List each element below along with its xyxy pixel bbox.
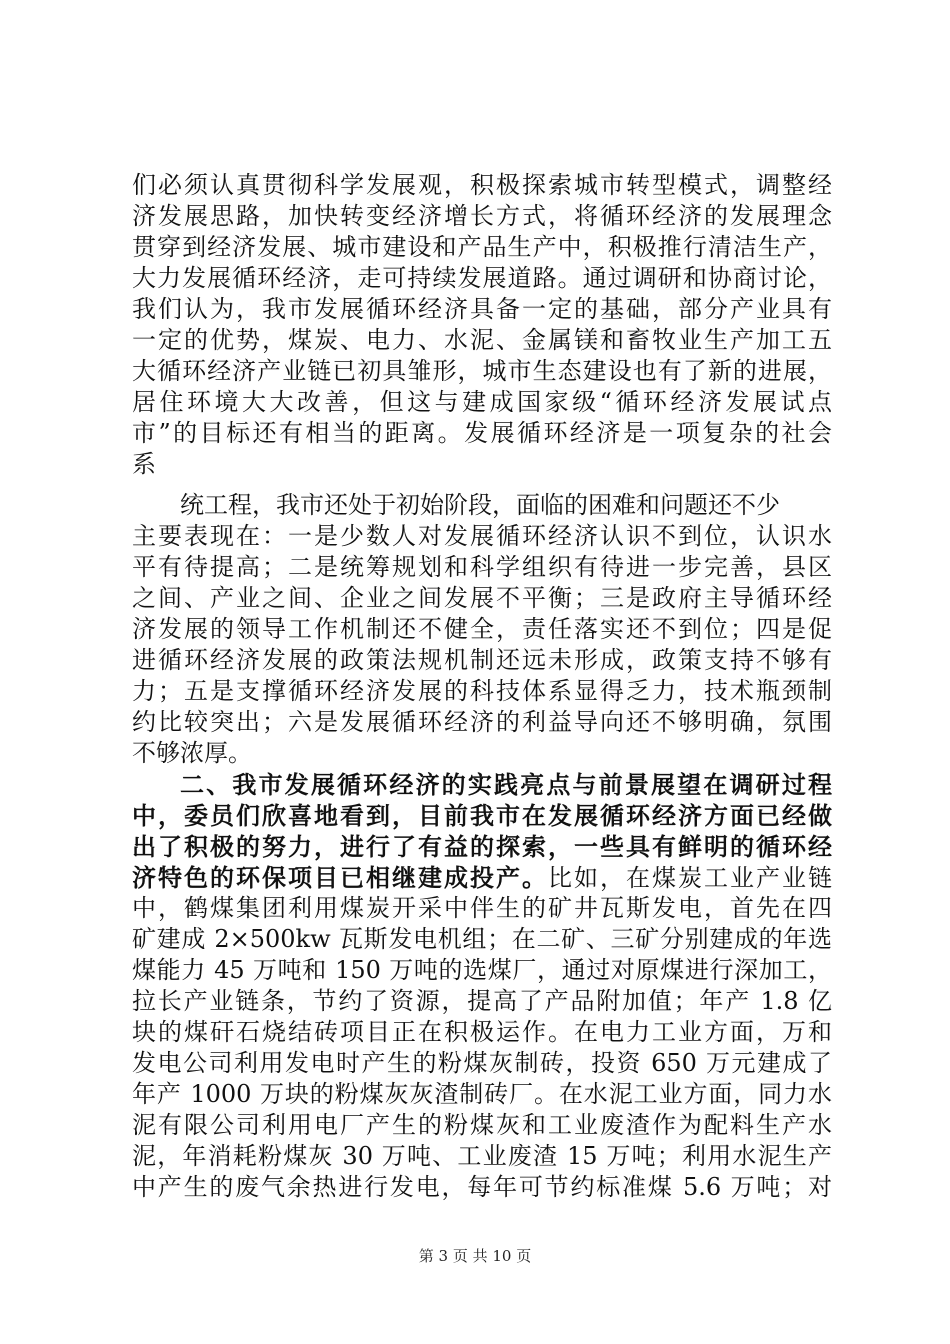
page-number-footer: 第 3 页 共 10 页: [418, 1247, 532, 1265]
text-line: 拉长产业链条，节约了资源，提高了产品附加值；年产 1.8 亿: [132, 987, 832, 1015]
text-line: 统工程，我市还处于初始阶段，面临的困难和问题还不少: [180, 491, 780, 519]
text-line: 矿建成 2×500kw 瓦斯发电机组；在二矿、三矿分别建成的年选: [132, 925, 832, 953]
text-line: 贯穿到经济发展、城市建设和产品生产中，积极推行清洁生产，: [132, 233, 832, 261]
text-line: 大循环经济产业链已初具雏形，城市生态建设也有了新的进展，: [132, 357, 832, 385]
text-line: 主要表现在：一是少数人对发展循环经济认识不到位，认识水: [132, 522, 832, 550]
text-line: 济发展的领导工作机制还不健全，责任落实还不到位；四是促: [132, 615, 832, 643]
text-line: 之间、产业之间、企业之间发展不平衡；三是政府主导循环经: [132, 584, 832, 612]
text-line: 泥有限公司利用电厂产生的粉煤灰和工业废渣作为配料生产水: [132, 1111, 832, 1139]
text-line: 煤能力 45 万吨和 150 万吨的选煤厂，通过对原煤进行深加工，: [132, 956, 832, 984]
text-line: 块的煤矸石烧结砖项目正在积极运作。在电力工业方面，万和: [132, 1018, 832, 1046]
text-line: 市”的目标还有相当的距离。发展循环经济是一项复杂的社会: [132, 419, 832, 447]
text-line: 泥，年消耗粉煤灰 30 万吨、工业废渣 15 万吨；利用水泥生产: [132, 1142, 832, 1170]
text-line: 我们认为，我市发展循环经济具备一定的基础，部分产业具有: [132, 295, 832, 323]
bold-run: 济特色的环保项目已相继建成投产。: [132, 863, 548, 892]
paragraph-3: [132, 769, 832, 1203]
text-line: 系: [132, 450, 156, 478]
text-line-mixed: [132, 862, 832, 893]
text-line: 进循环经济发展的政策法规机制还远未形成，政策支持不够有: [132, 646, 832, 674]
section-heading-line: 二、我市发展循环经济的实践亮点与前景展望在调研过程: [180, 770, 832, 799]
text-line: 不够浓厚。: [132, 739, 252, 767]
text-line: 平有待提高；二是统筹规划和科学组织有待进一步完善，县区: [132, 553, 832, 581]
text-line-bold: 中，委员们欣喜地看到，目前我市在发展循环经济方面已经做: [132, 801, 832, 830]
text-line: 年产 1000 万块的粉煤灰灰渣制砖厂。在水泥工业方面，同力水: [132, 1080, 832, 1108]
text-line: 大力发展循环经济，走可持续发展道路。通过调研和协商讨论，: [132, 264, 832, 292]
text-line: 一定的优势，煤炭、电力、水泥、金属镁和畜牧业生产加工五: [132, 326, 832, 354]
paragraph-2: [132, 490, 832, 769]
text-line: 中，鹤煤集团利用煤炭开采中伴生的矿井瓦斯发电，首先在四: [132, 894, 832, 922]
paragraph-1: [132, 170, 832, 480]
document-body: [132, 170, 832, 1203]
regular-run: 比如，在煤炭工业产业链: [548, 864, 832, 892]
text-line: 约比较突出；六是发展循环经济的利益导向还不够明确，氛围: [132, 708, 832, 736]
text-line: 发电公司利用发电时产生的粉煤灰制砖，投资 650 万元建成了: [132, 1049, 832, 1077]
text-line: 力；五是支撑循环经济发展的科技体系显得乏力，技术瓶颈制: [132, 677, 832, 705]
text-line: 们必须认真贯彻科学发展观，积极探索城市转型模式，调整经: [132, 171, 832, 199]
text-line: 济发展思路，加快转变经济增长方式，将循环经济的发展理念: [132, 202, 832, 230]
text-line: 中产生的废气余热进行发电，每年可节约标准煤 5.6 万吨；对: [132, 1173, 832, 1201]
text-line: 居住环境大大改善，但这与建成国家级“循环经济发展试点: [132, 388, 832, 416]
text-line-bold: 出了积极的努力，进行了有益的探索，一些具有鲜明的循环经: [132, 832, 832, 861]
